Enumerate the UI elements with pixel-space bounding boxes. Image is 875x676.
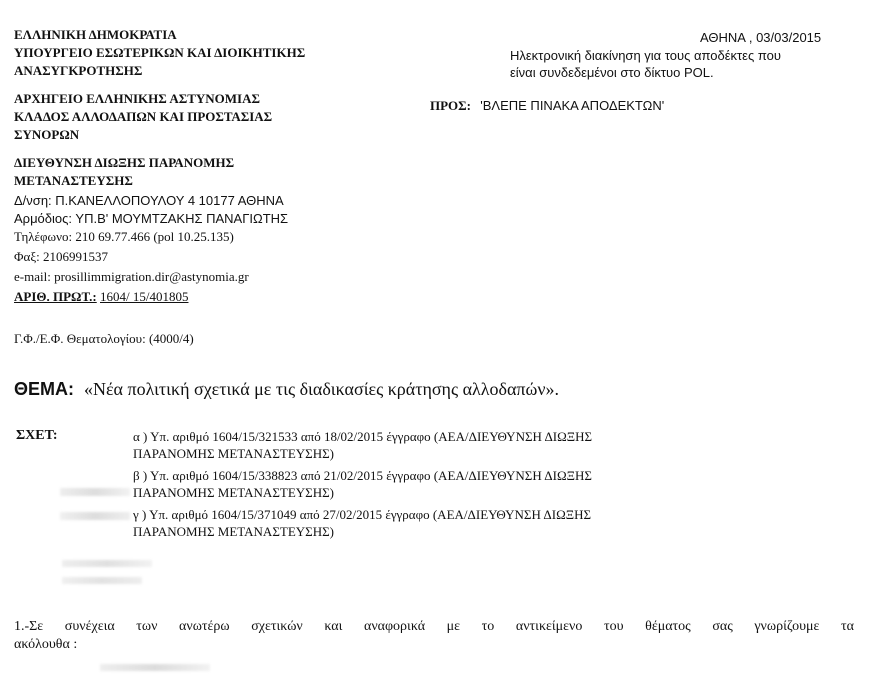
protocol-value: 1604/ 15/401805 <box>100 289 189 304</box>
body-paragraph-line1: 1.-Σε συνέχεια των ανωτέρω σχετικών και αναφορικά με το αντικείμενο του θέματος σας γνωρίζουμε τα <box>14 619 854 634</box>
reference-a-line1: α ) Υπ. αριθμό 1604/15/321533 από 18/02/2015 έγγραφο (ΑΕΑ/ΔΙΕΥΘΥΝΣΗ ΔΙΩΞΗΣ <box>133 429 593 444</box>
reference-c-line2: ΠΑΡΑΝΟΜΗΣ ΜΕΤΑΝΑΣΤΕΥΣΗΣ) <box>133 524 335 539</box>
header-directorate-cont: ΜΕΤΑΝΑΣΤΕΥΣΗΣ <box>14 173 133 188</box>
scan-artifact <box>62 560 152 567</box>
phone-line: Τηλέφωνο: 210 69.77.466 (pol 10.25.135) <box>14 229 234 244</box>
officer-line: Αρμόδιος: ΥΠ.Β' ΜΟΥΜΤΖΑΚΗΣ ΠΑΝΑΓΙΩΤΗΣ <box>14 211 289 226</box>
header-hq: ΑΡΧΗΓΕΙΟ ΕΛΛΗΝΙΚΗΣ ΑΣΤΥΝΟΜΙΑΣ <box>14 91 260 106</box>
scan-artifact <box>60 488 130 496</box>
fax-line: Φαξ: 2106991537 <box>14 249 108 264</box>
subject-label: ΘΕΜΑ: <box>14 379 74 399</box>
subject-text: «Νέα πολιτική σχετικά με τις διαδικασίες κράτησης αλλοδαπών». <box>84 379 559 399</box>
file-index: Γ.Φ./Ε.Φ. Θεματολογίου: (4000/4) <box>14 331 194 346</box>
document-date: ΑΘΗΝΑ , 03/03/2015 <box>700 30 822 45</box>
reference-b-line1: β ) Υπ. αριθμό 1604/15/338823 από 21/02/2015 έγγραφο (ΑΕΑ/ΔΙΕΥΘΥΝΣΗ ΔΙΩΞΗΣ <box>133 468 592 483</box>
reference-a-line2: ΠΑΡΑΝΟΜΗΣ ΜΕΤΑΝΑΣΤΕΥΣΗΣ) <box>133 446 335 461</box>
header-directorate: ΔΙΕΥΘΥΝΣΗ ΔΙΩΞΗΣ ΠΑΡΑΝΟΜΗΣ <box>14 155 235 170</box>
header-branch-cont: ΣΥΝΟΡΩΝ <box>14 127 80 142</box>
subject-line <box>14 379 559 400</box>
scan-artifact <box>60 512 130 520</box>
recipients-line <box>430 98 664 114</box>
scan-artifact <box>100 664 210 671</box>
recipients-label: ΠΡΟΣ: <box>430 98 471 113</box>
header-branch: ΚΛΑΔΟΣ ΑΛΛΟΔΑΠΩΝ ΚΑΙ ΠΡΟΣΤΑΣΙΑΣ <box>14 109 273 124</box>
header-country: ΕΛΛΗΝΙΚΗ ΔΗΜΟΚΡΑΤΙΑ <box>14 27 177 42</box>
recipients-value: 'ΒΛΕΠΕ ΠΙΝΑΚΑ ΑΠΟΔΕΚΤΩΝ' <box>480 98 665 113</box>
email-line: e-mail: prosillimmigration.dir@astynomia.gr <box>14 269 249 284</box>
body-paragraph-line2: ακόλουθα : <box>14 637 78 652</box>
header-ministry: ΥΠΟΥΡΓΕΙΟ ΕΣΩΤΕΡΙΚΩΝ ΚΑΙ ΔΙΟΙΚΗΤΙΚΗΣ <box>14 45 306 60</box>
scan-artifact <box>62 577 142 584</box>
header-ministry-cont: ΑΝΑΣΥΓΚΡΟΤΗΣΗΣ <box>14 63 143 78</box>
protocol-label: ΑΡΙΘ. ΠΡΩΤ.: <box>14 289 97 304</box>
reference-c-line1: γ ) Υπ. αριθμό 1604/15/371049 από 27/02/2015 έγγραφο (ΑΕΑ/ΔΙΕΥΘΥΝΣΗ ΔΙΩΞΗΣ <box>133 507 592 522</box>
distribution-note-1: Ηλεκτρονική διακίνηση για τους αποδέκτες που <box>510 48 781 63</box>
address-line: Δ/νση: Π.ΚΑΝΕΛΛΟΠΟΥΛΟΥ 4 10177 ΑΘΗΝΑ <box>14 193 284 208</box>
references-label: ΣΧΕΤ: <box>16 428 58 443</box>
reference-b-line2: ΠΑΡΑΝΟΜΗΣ ΜΕΤΑΝΑΣΤΕΥΣΗΣ) <box>133 485 335 500</box>
distribution-note-2: είναι συνδεδεμένοι στο δίκτυο POL. <box>510 65 714 80</box>
protocol-line <box>14 289 188 305</box>
